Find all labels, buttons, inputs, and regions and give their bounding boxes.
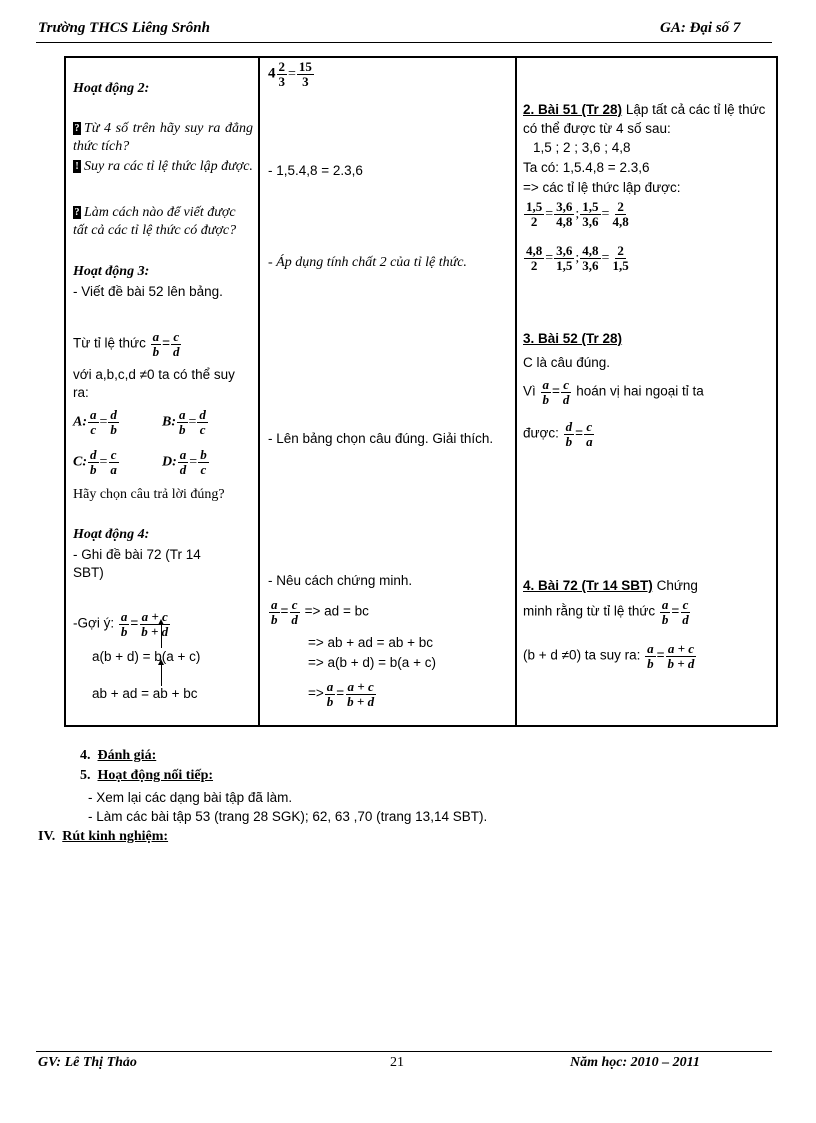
header-school: Trường THCS Liêng Srônh [38, 20, 210, 36]
header-subject: GA: Đại số 7 [660, 20, 741, 36]
b52-title: 3. Bài 52 (Tr 28) [523, 331, 623, 346]
b51-ratios-1: $\frac{1,5}{2}$ = $\frac{3,6}{4,8}$ ; $\frac{1,5}{3,6}$ = $\frac{2}{4,8}$ [526, 199, 629, 229]
b51-text: 2. Bài 51 (Tr 28) Lập tất cả các tỉ lệ thức có thể được từ 4 số sau: [523, 102, 766, 136]
hint-eq-a: a(b + d) = b(a + c) [92, 649, 201, 664]
hd4-line1: - Ghi đề bài 72 (Tr 14 SBT) [73, 547, 201, 580]
b52-result: được: $\frac{d}{b}$ = $\frac{c}{a}$ [523, 419, 593, 449]
b51-ratios-2: $\frac{4,8}{2}$ = $\frac{3,6}{1,5}$ ; $\frac{4,8}{3,6}$ = $\frac{2}{1,5}$ [526, 243, 629, 273]
item-4: 4. Đánh giá: [80, 748, 157, 763]
b51-have: Ta có: 1,5.4,8 = 2.3,6 [523, 160, 650, 175]
question-icon: ? [74, 207, 80, 219]
section-iv: IV. Rút kinh nghiệm: [38, 829, 169, 844]
b72-line1: 4. Bài 72 (Tr 14 SBT) Chứng [523, 578, 698, 593]
page-number: 21 [390, 1055, 404, 1070]
hd3-title: Hoạt động 3: [73, 264, 150, 279]
product-eq: - 1,5.4,8 = 2.3,6 [268, 163, 363, 178]
b52-answer: C là câu đúng. [523, 355, 611, 370]
hint: -Gợi ý: $\frac{a}{b}$ = $\frac{a + c}{b + d}$ [73, 609, 169, 639]
question-2: ! Suy ra các tỉ lệ thức lập được. [73, 158, 253, 176]
footer-teacher: GV: Lê Thị Thảo [38, 1055, 137, 1070]
option-b: B: $\frac{a}{b}$ = $\frac{d}{c}$ [162, 407, 206, 437]
proof-step-3: => a(b + d) = b(a + c) [308, 655, 436, 670]
item-5-sub-1: - Xem lại các dạng bài tập đã làm. [88, 790, 293, 805]
option-d: D: $\frac{a}{d}$ = $\frac{b}{c}$ [162, 447, 207, 477]
option-c: C: $\frac{d}{b}$ = $\frac{c}{a}$ [73, 447, 117, 477]
question-icon: ? [74, 123, 80, 135]
item-5-sub-2: - Làm các bài tập 53 (trang 28 SGK); 62, 63 ,70 (trang 13,14 SBT). [88, 809, 488, 824]
b51-so: => các tỉ lệ thức lập được: [523, 180, 681, 195]
b72-line2: minh rằng từ tỉ lệ thức $\frac{a}{b}$ = $\frac{c}{d}$ [523, 597, 689, 627]
hint-eq-b: ab + ad = ab + bc [92, 686, 198, 701]
header-rule [36, 42, 772, 43]
content-column [516, 57, 777, 726]
footer-rule [36, 1051, 772, 1052]
choose-answer: Hãy chọn câu trả lời đúng? [73, 487, 225, 502]
question-1: ? Từ 4 số trên hãy suy ra đẳng thức tích? [73, 121, 253, 154]
hd4-title: Hoạt động 4: [73, 527, 150, 542]
proof-method: - Nêu cách chứng minh. [268, 573, 413, 588]
exclamation-icon: ! [73, 160, 81, 173]
question-3: ? Làm cách nào để viết được tất cả các tỉ lệ thức có được? [73, 205, 237, 238]
footer-year: Năm học: 2010 – 2011 [570, 1055, 700, 1070]
hd3-line1: - Viết đề bài 52 lên bảng. [73, 284, 223, 299]
teacher-activity-column [65, 57, 259, 726]
b72-line3: (b + d ≠0) ta suy ra: $\frac{a}{b}$ = $\frac{a + c}{b + d}$ [523, 641, 695, 671]
proof-step-1: $\frac{a}{b}$ = $\frac{c}{d}$ => ad = bc [271, 597, 369, 627]
lesson-table [64, 56, 778, 727]
arrow-up-icon [161, 624, 162, 648]
with-condition: với a,b,c,d ≠0 ta có thể suy ra: [73, 367, 235, 400]
proof-step-2: => ab + ad = ab + bc [308, 635, 433, 650]
student-activity-column [259, 57, 516, 726]
item-5: 5. Hoạt động nối tiếp: [80, 768, 214, 783]
hd2-title: Hoạt động 2: [73, 81, 150, 96]
from-proportion: Từ tỉ lệ thức $\frac{a}{b}$ = $\frac{c}{d}$ [73, 329, 180, 359]
b52-reason: Vì $\frac{a}{b}$ = $\frac{c}{d}$ hoán vị hai ngoại tỉ ta [523, 377, 704, 407]
mixed-number-eq: 4 $\frac{2}{3}$ = $\frac{15}{3}$ [268, 59, 312, 89]
proof-step-4: => $\frac{a}{b}$ = $\frac{a + c}{b + d}$ [308, 679, 375, 709]
choose-explain: - Lên bảng chọn câu đúng. Giải thích. [268, 431, 494, 446]
apply-property: - Áp dụng tính chất 2 của tỉ lệ thức. [268, 255, 467, 270]
arrow-up-icon [161, 664, 162, 686]
b51-numbers: 1,5 ; 2 ; 3,6 ; 4,8 [533, 140, 631, 155]
option-a: A: $\frac{a}{c}$ = $\frac{d}{b}$ [73, 407, 117, 437]
